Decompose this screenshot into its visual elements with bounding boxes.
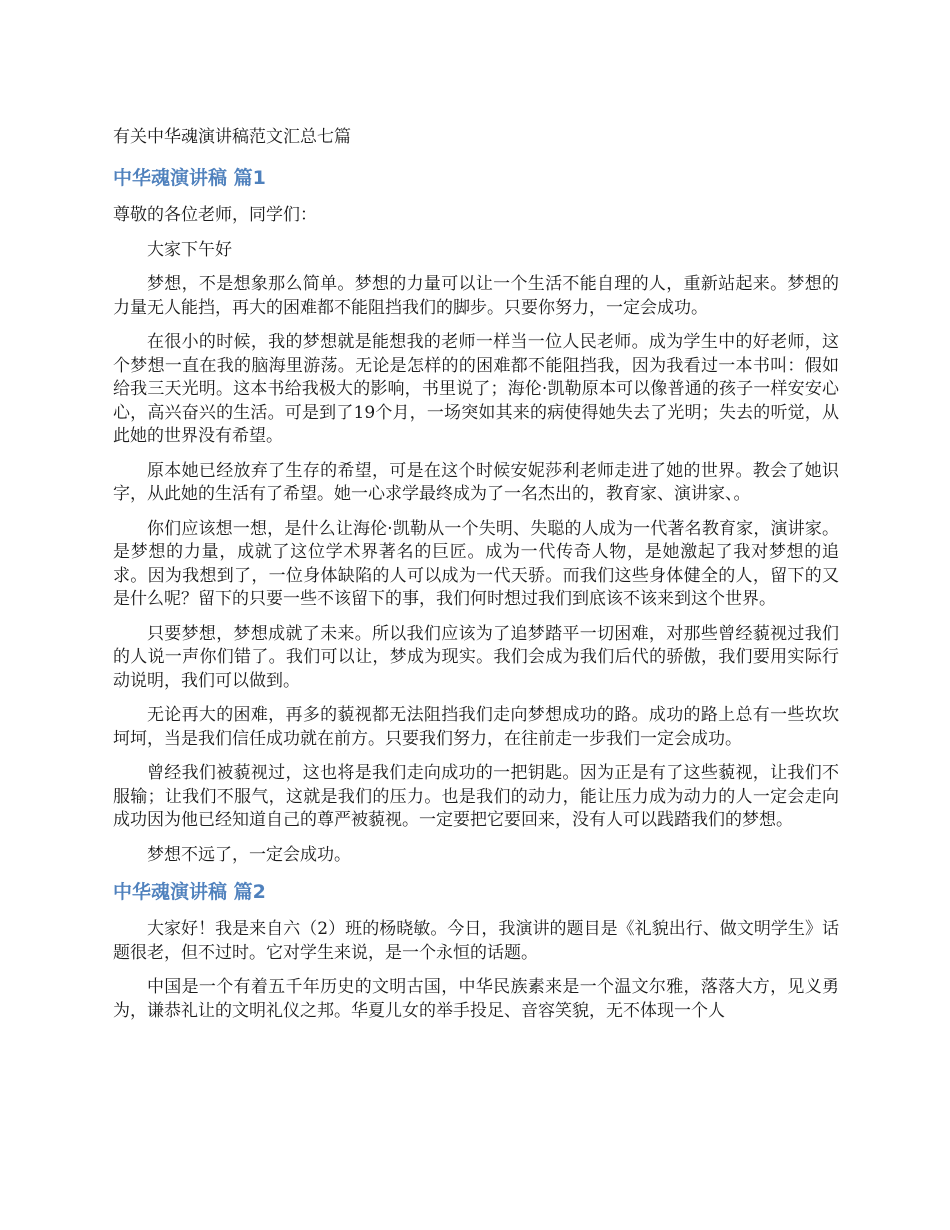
paragraph: 梦想不远了，一定会成功。 xyxy=(147,844,351,865)
section-2 xyxy=(113,878,839,1023)
paragraph: 尊敬的各位老师，同学们： xyxy=(113,205,317,225)
paragraph: 大家下午好 xyxy=(147,239,232,260)
paragraph: 只要梦想，梦想成就了未来。所以我们应该为了追梦踏平一切困难，对那些曾经藐视过我们的人说一声你们错了。我们可以让，梦成为现实。我们会成为我们后代的骄傲，我们要用实际行动说明，我们可以做到。 xyxy=(113,623,839,691)
paragraph: 原本她已经放弃了生存的希望，可是在这个时候安妮莎利老师走进了她的世界。教会了她识字，从此她的生活有了希望。她一心求学最终成为了一名杰出的，教育家、演讲家、。 xyxy=(113,460,839,504)
paragraph: 中国是一个有着五千年历史的文明古国，中华民族素来是一个温文尔雅，落落大方，见义勇为，谦恭礼让的文明礼仪之邦。华夏儿女的举手投足、音容笑貌，无不体现一个人 xyxy=(113,977,839,1021)
paragraph: 大家好！我是来自六（2）班的杨晓敏。今日，我演讲的题目是《礼貌出行、做文明学生》话题很老，但不过时。它对学生来说，是一个永恒的话题。 xyxy=(113,919,839,963)
paragraph: 曾经我们被藐视过，这也将是我们走向成功的一把钥匙。因为正是有了这些藐视，让我们不服输；让我们不服气，这就是我们的压力。也是我们的动力，能让压力成为动力的人一定会走向成功因为他已经知道自己的尊严被藐视。一定要把它要回来，没有人可以践踏我们的梦想。 xyxy=(113,763,839,830)
paragraph: 在很小的时候，我的梦想就是能想我的老师一样当一位人民老师。成为学生中的好老师，这个梦想一直在我的脑海里游荡。无论是怎样的的困难都不能阻挡我，因为我看过一本书叫：假如给我三天光明。这本书给我极大的影响，书里说了；海伦·凯勒原本可以像普通的孩子一样安安心心，高兴奋兴的生活。可是到了19个月，一场突如其来的病使得她失去了光明；失去的听觉，从此她的世界没有希望。 xyxy=(113,332,839,446)
document-body xyxy=(113,124,839,1034)
paragraph: 梦想，不是想象那么简单。梦想的力量可以让一个生活不能自理的人，重新站起来。梦想的力量无人能挡，再大的困难都不能阻挡我们的脚步。只要你努力，一定会成功。 xyxy=(113,274,839,318)
paragraph: 无论再大的困难，再多的藐视都无法阻挡我们走向梦想成功的路。成功的路上总有一些坎坎坷坷，当是我们信任成功就在前方。只要我们努力，在往前走一步我们一定会成功。 xyxy=(113,705,839,749)
section-heading: 中华魂演讲稿 篇1 xyxy=(113,167,266,189)
paragraph: 你们应该想一想，是什么让海伦·凯勒从一个失明、失聪的人成为一代著名教育家，演讲家。是梦想的力量，成就了这位学术界著名的巨匠。成为一代传奇人物，是她激起了我对梦想的追求。因为我想到了，一位身体缺陷的人可以成为一代天骄。而我们这些身体健全的人，留下的又是什么呢？留下的只要一些不该留下的事，我们何时想过我们到底该不该来到这个世界。 xyxy=(113,518,839,609)
section-heading: 中华魂演讲稿 篇2 xyxy=(113,881,266,903)
document-title: 有关中华魂演讲稿范文汇总七篇 xyxy=(113,127,351,147)
section-1 xyxy=(113,164,839,867)
